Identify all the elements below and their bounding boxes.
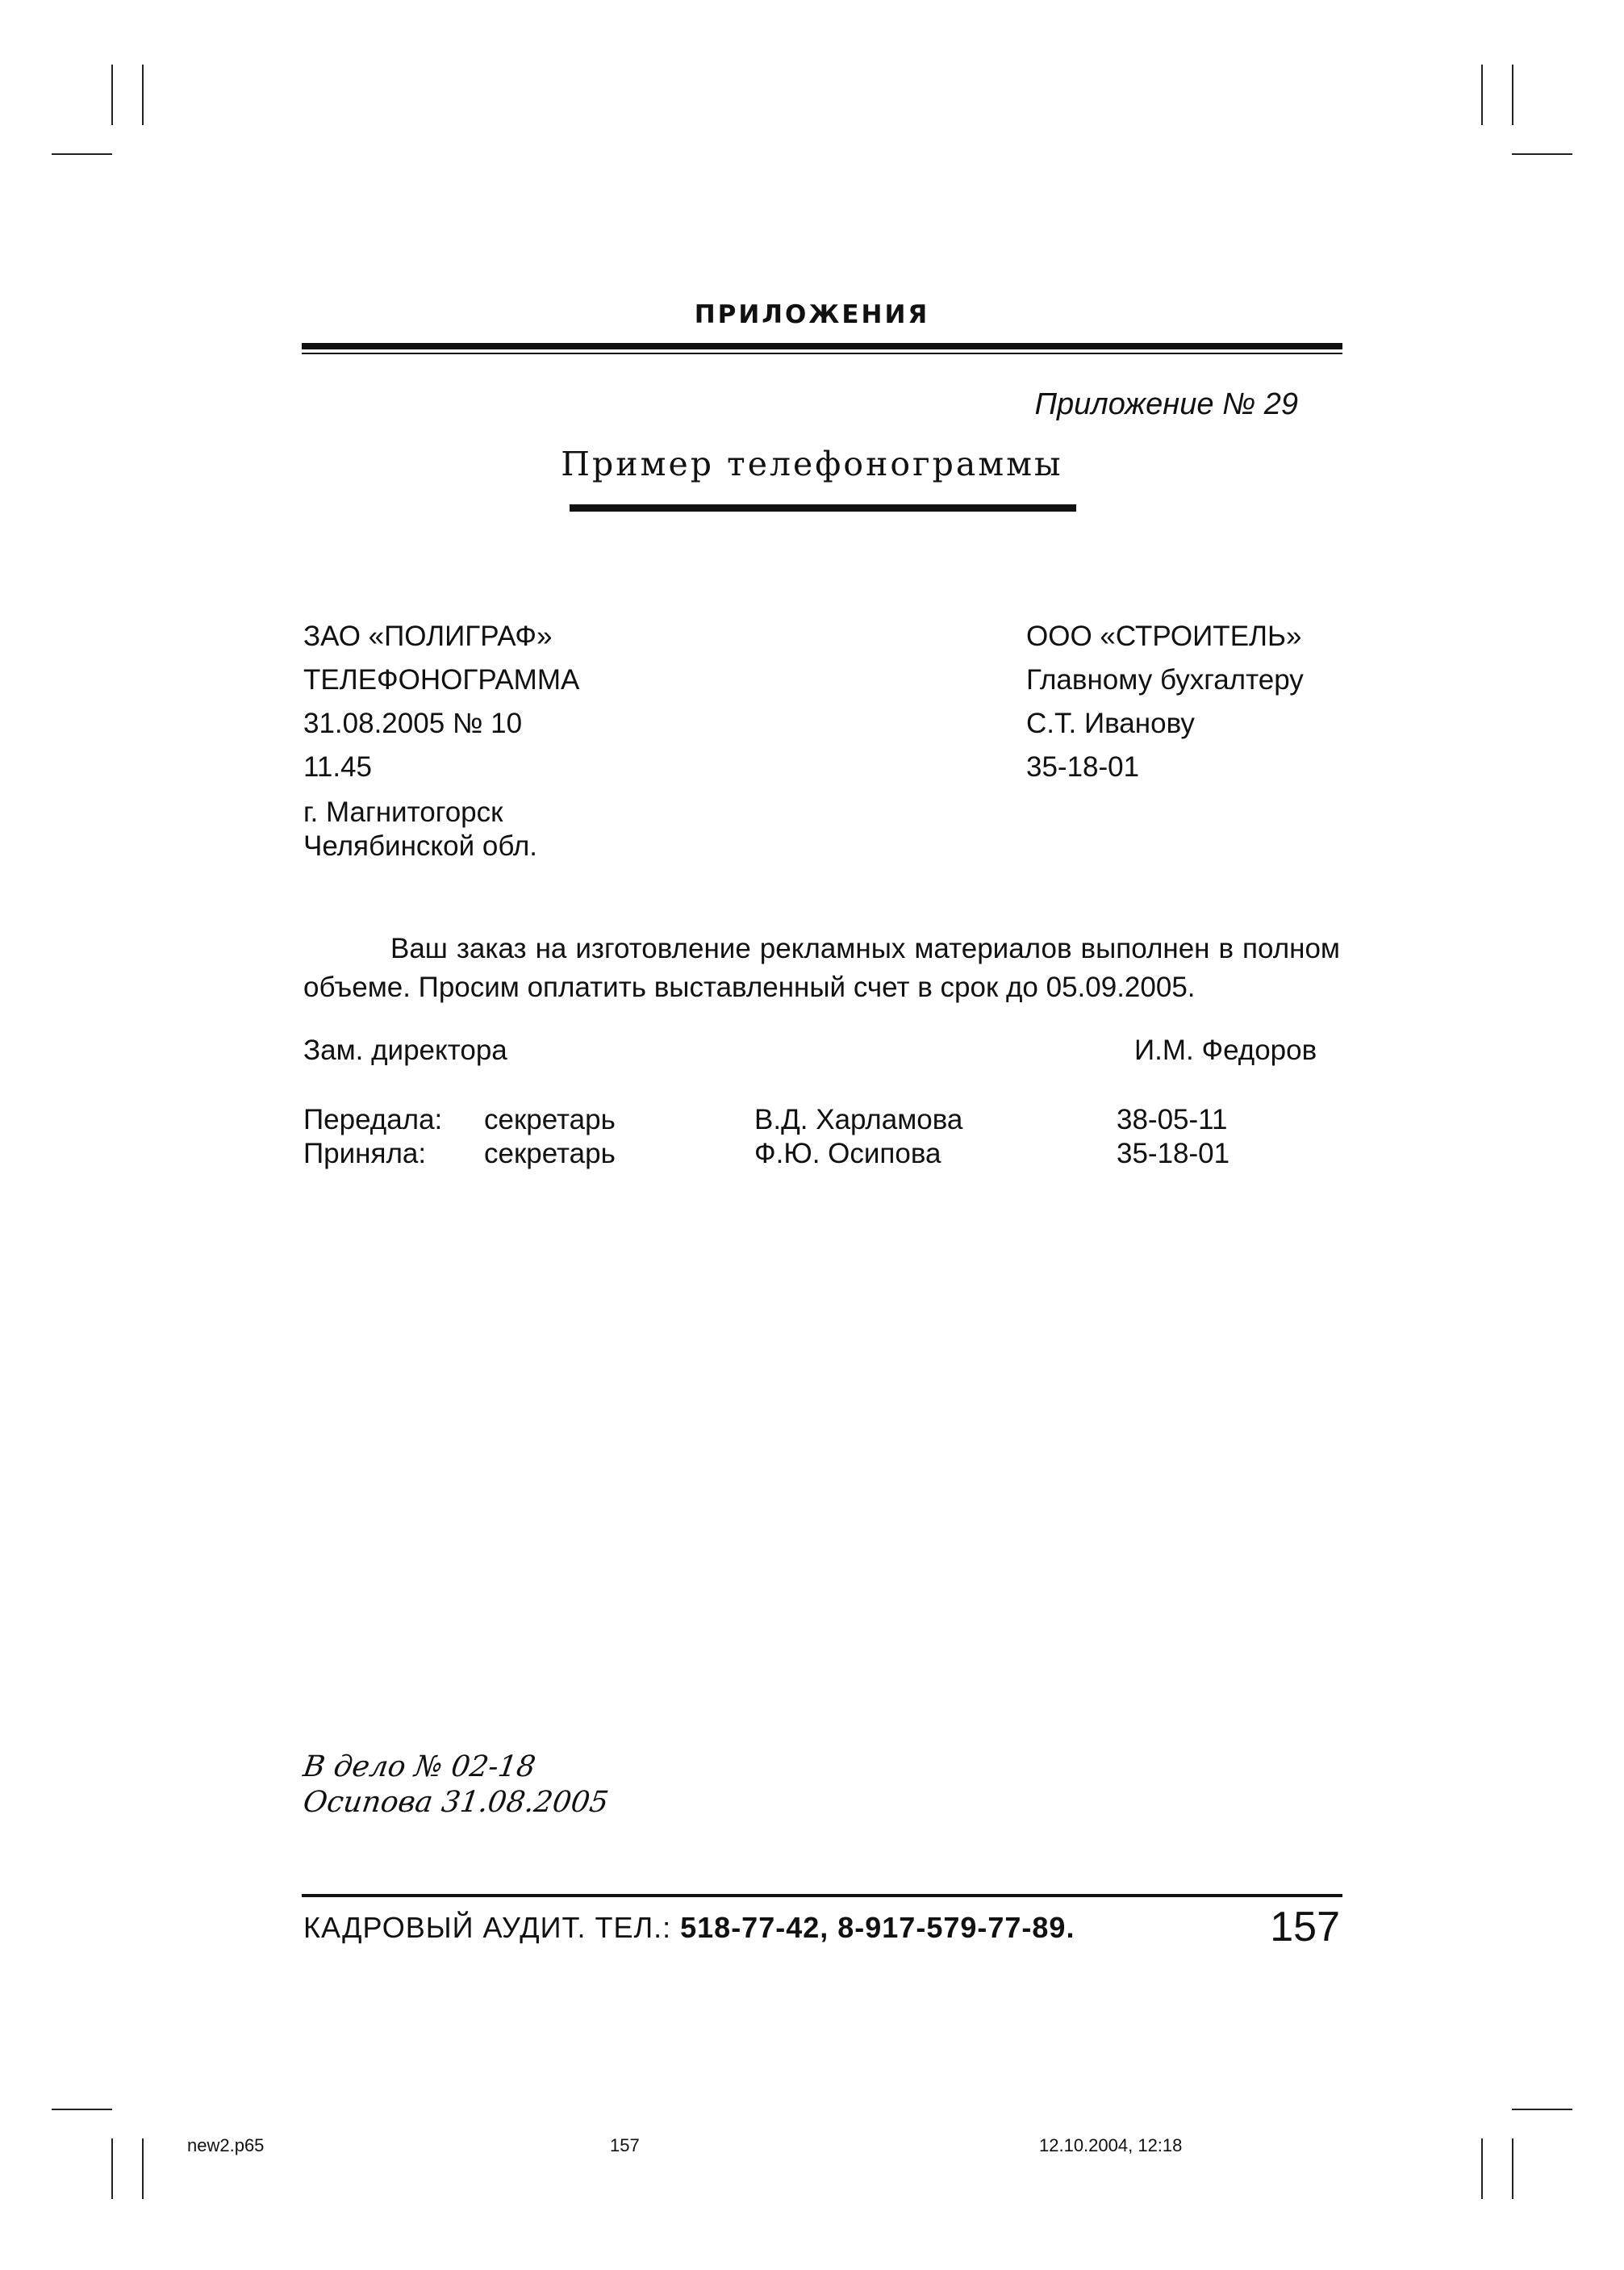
crop-mark xyxy=(111,65,113,125)
header-rule-thin xyxy=(302,353,1342,354)
page-title: Пример телефонограммы xyxy=(561,445,1063,483)
crop-mark xyxy=(52,153,112,155)
recipient-position: Главному бухгалтеру xyxy=(1026,664,1304,696)
page-number: 157 xyxy=(1270,1904,1340,1950)
crop-mark xyxy=(111,2138,113,2199)
sender-organization: ЗАО «ПОЛИГРАФ» xyxy=(303,621,553,652)
transmission-phone: 38-05-11 xyxy=(1117,1104,1228,1135)
footer-label: КАДРОВЫЙ АУДИТ. ТЕЛ.: xyxy=(303,1911,681,1944)
title-underline xyxy=(570,504,1076,512)
appendix-label: Приложение № 29 xyxy=(1034,387,1298,421)
message-body: Ваш заказ на изготовление рекламных материалов выполнен в полном объеме. Просим оплатить выставленный счет в срок до 05.09.2005. xyxy=(303,933,1340,1003)
recipient-phone: 35-18-01 xyxy=(1026,751,1140,783)
sender-region: Челябинской обл. xyxy=(303,830,537,862)
transmission-action: Приняла: xyxy=(303,1138,427,1169)
transmission-name: Ф.Ю. Осипова xyxy=(754,1138,941,1169)
recipient-organization: ООО «СТРОИТЕЛЬ» xyxy=(1026,621,1302,652)
footer-contact xyxy=(303,1911,1075,1945)
slug-file-name: new2.p65 xyxy=(187,2135,265,2155)
crop-mark xyxy=(1512,65,1513,125)
transmission-phone: 35-18-01 xyxy=(1117,1138,1230,1169)
footer-phones: 518-77-42, 8-917-579-77-89. xyxy=(680,1911,1075,1944)
crop-mark xyxy=(1512,2138,1513,2199)
crop-mark xyxy=(1512,2109,1572,2110)
sender-city: г. Магнитогорск xyxy=(303,796,503,828)
crop-mark xyxy=(142,2138,144,2199)
transmission-role: секретарь xyxy=(484,1104,616,1135)
footer-rule xyxy=(302,1894,1342,1897)
crop-mark xyxy=(142,65,144,125)
transmission-name: В.Д. Харламова xyxy=(754,1104,963,1135)
handwritten-signature-date: Осипова 31.08.2005 xyxy=(301,1786,611,1819)
crop-mark xyxy=(1512,153,1572,155)
transmission-role: секретарь xyxy=(484,1138,616,1169)
signature-name: И.М. Федоров xyxy=(1134,1035,1317,1066)
document-time: 11.45 xyxy=(303,751,372,783)
handwritten-file-note: В дело № 02-18 xyxy=(301,1750,538,1783)
signature-position: Зам. директора xyxy=(303,1035,507,1066)
crop-mark xyxy=(1481,65,1483,125)
section-header: ПРИЛОЖЕНИЯ xyxy=(694,300,930,329)
crop-mark xyxy=(1481,2138,1483,2199)
slug-page: 157 xyxy=(610,2135,640,2155)
header-rule-thick xyxy=(302,343,1342,349)
transmission-action: Передала: xyxy=(303,1104,443,1135)
document-date-number: 31.08.2005 № 10 xyxy=(303,708,523,739)
document-type: ТЕЛЕФОНОГРАММА xyxy=(303,664,580,696)
recipient-name: С.Т. Иванову xyxy=(1026,708,1195,739)
slug-timestamp: 12.10.2004, 12:18 xyxy=(1039,2135,1183,2155)
crop-mark xyxy=(52,2109,112,2110)
